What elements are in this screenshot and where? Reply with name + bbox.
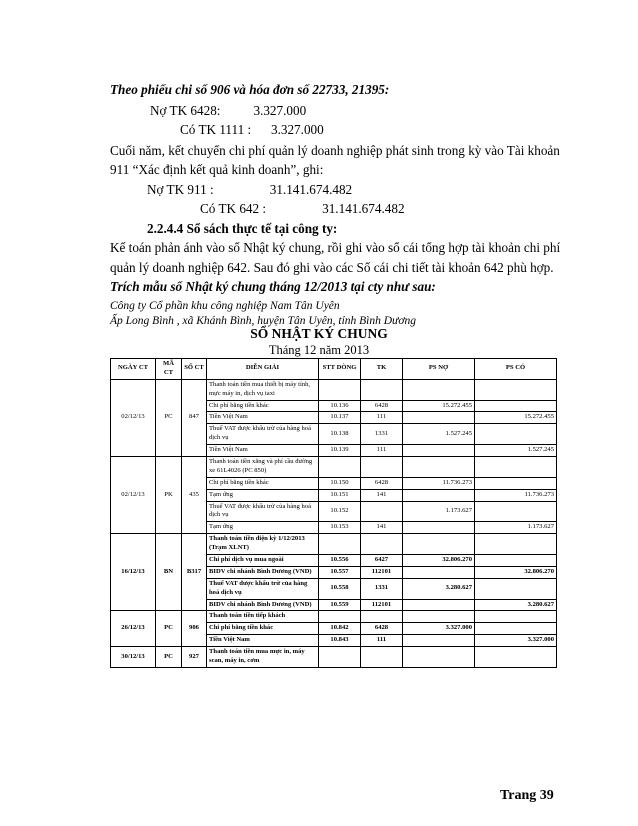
company-name: Công ty Cổ phần khu công nghiệp Nam Tân Uyên — [110, 300, 340, 312]
description-cell: Chi phí dịch vụ mua ngoài — [207, 555, 319, 567]
debit-cell — [403, 599, 475, 611]
line-number-cell: 10.152 — [319, 501, 361, 522]
col-header-ps-no: PS NỢ — [403, 359, 475, 380]
description-cell: Thuế VAT được khấu trừ của hàng hoá dịch vụ — [207, 424, 319, 445]
description-cell: Tiền Việt Nam — [207, 445, 319, 457]
credit-cell — [475, 457, 557, 478]
credit-cell — [475, 647, 557, 668]
account-cell: 1331 — [361, 578, 403, 599]
debit-cell: 3.280.627 — [403, 578, 475, 599]
col-header-dien-giai: DIỄN GIẢI — [207, 359, 319, 380]
debit-cell — [403, 566, 475, 578]
debit-6428-line: Nợ TK 6428: 3.327.000 — [150, 103, 307, 118]
description-cell: Chi phí bằng tiền khác — [207, 623, 319, 635]
paragraph-line-1: Cuối năm, kết chuyển chi phí quản lý doanh nghiệp phát sinh trong kỳ vào Tài khoản — [110, 143, 560, 158]
line-number-cell: 10.150 — [319, 477, 361, 489]
line-number-cell: 10.559 — [319, 599, 361, 611]
description-cell: Thuế VAT được khấu trừ của hàng hoá dịch vụ — [207, 578, 319, 599]
line-number-cell: 10.151 — [319, 489, 361, 501]
credit-cell — [475, 555, 557, 567]
entry-number-cell: B317 — [182, 534, 207, 611]
line-number-cell: 10.557 — [319, 566, 361, 578]
debit-cell: 1.173.627 — [403, 501, 475, 522]
debit-cell — [403, 635, 475, 647]
credit-cell — [475, 534, 557, 555]
debit-cell — [403, 534, 475, 555]
col-header-stt: STT DÒNG — [319, 359, 361, 380]
credit-cell: 15.272.455 — [475, 412, 557, 424]
debit-cell: 3.327.000 — [403, 623, 475, 635]
description-cell: Chi phí bằng tiền khác — [207, 477, 319, 489]
col-header-ngay: NGÀY CT — [111, 359, 156, 380]
table-row — [111, 457, 557, 478]
debit-cell: 1.527.245 — [403, 424, 475, 445]
entry-code-cell: PC — [156, 647, 182, 668]
description-cell: Thanh toán tiền tiếp khách — [207, 611, 319, 623]
debit-cell — [403, 522, 475, 534]
debit-cell — [403, 489, 475, 501]
account-cell: 141 — [361, 489, 403, 501]
company-address: Ấp Long Bình , xã Khánh Bình, huyện Tân Uyên, tỉnh Bình Dương — [110, 315, 416, 327]
credit-1111-line: Có TK 1111 : 3.327.000 — [180, 122, 324, 137]
journal-period: Tháng 12 năm 2013 — [268, 343, 370, 357]
table-row — [111, 647, 557, 668]
description-cell: Tiền Việt Nam — [207, 635, 319, 647]
entry-number-cell: 847 — [182, 379, 207, 456]
account-cell: 6427 — [361, 555, 403, 567]
credit-cell — [475, 400, 557, 412]
credit-cell — [475, 611, 557, 623]
debit-cell — [403, 647, 475, 668]
account-cell: 6428 — [361, 623, 403, 635]
debit-cell — [403, 412, 475, 424]
credit-cell — [475, 477, 557, 489]
table-header-row — [111, 359, 557, 380]
account-cell — [361, 534, 403, 555]
col-header-ps-co: PS CÓ — [475, 359, 557, 380]
journal-title: SỔ NHẬT KÝ CHUNG — [250, 326, 388, 341]
line-number-cell: 10.153 — [319, 522, 361, 534]
line-number-cell: 10.139 — [319, 445, 361, 457]
credit-cell: 1.173.627 — [475, 522, 557, 534]
account-cell: 1331 — [361, 424, 403, 445]
table-row — [111, 379, 557, 400]
description-cell: BIDV chi nhánh Bình Dương (VND) — [207, 566, 319, 578]
entry-date-cell: 02/12/13 — [111, 457, 156, 534]
credit-cell — [475, 501, 557, 522]
line-number-cell: 10.137 — [319, 412, 361, 424]
debit-cell — [403, 379, 475, 400]
entry-date-cell: 26/12/13 — [111, 611, 156, 647]
section-heading: 2.2.4.4 Sổ sách thực tế tại công ty: — [147, 221, 338, 236]
account-cell — [361, 611, 403, 623]
account-cell: 6428 — [361, 400, 403, 412]
account-cell: 111 — [361, 412, 403, 424]
debit-911-line: Nợ TK 911 : 31.141.674.482 — [147, 182, 353, 197]
description-cell: Thanh toán tiền mua mực in, máy scan, máy in, cơm — [207, 647, 319, 668]
entry-code-cell: PC — [156, 611, 182, 647]
line-number-cell — [319, 379, 361, 400]
line-number-cell: 10.136 — [319, 400, 361, 412]
credit-cell: 3.280.627 — [475, 599, 557, 611]
description-cell: Tiền Việt Nam — [207, 412, 319, 424]
entry-date-cell: 02/12/13 — [111, 379, 156, 456]
table-row — [111, 611, 557, 623]
paragraph-line-2: 911 “Xác định kết quả kinh doanh”, ghi: — [110, 162, 324, 177]
col-header-ma: MÃ CT — [156, 359, 182, 380]
line-number-cell: 10.138 — [319, 424, 361, 445]
description-cell: Tạm ứng — [207, 489, 319, 501]
line-number-cell: 10.842 — [319, 623, 361, 635]
entry-number-cell: 927 — [182, 647, 207, 668]
debit-cell: 11.736.273 — [403, 477, 475, 489]
credit-642-line: Có TK 642 : 31.141.674.482 — [200, 201, 405, 216]
line-number-cell — [319, 611, 361, 623]
line-number-cell — [319, 457, 361, 478]
description-cell: Thanh toán tiền mua thiết bị máy tính, mực máy in, dịch vụ taxi — [207, 379, 319, 400]
description-cell: Tạm ứng — [207, 522, 319, 534]
table-row — [111, 534, 557, 555]
line-number-cell — [319, 647, 361, 668]
line-number-cell: 10.843 — [319, 635, 361, 647]
description-cell: Thuế VAT được khấu trừ của hàng hoá dịch vụ — [207, 501, 319, 522]
credit-cell — [475, 623, 557, 635]
entry-code-cell: BN — [156, 534, 182, 611]
debit-cell — [403, 445, 475, 457]
account-cell — [361, 501, 403, 522]
account-cell: 111 — [361, 445, 403, 457]
credit-cell — [475, 578, 557, 599]
description-cell: Thanh toán tiền điện kỳ 1/12/2013 (Trạm XLNT) — [207, 534, 319, 555]
credit-cell — [475, 424, 557, 445]
debit-cell: 15.272.455 — [403, 400, 475, 412]
description-cell: Chi phí bằng tiền khác — [207, 400, 319, 412]
account-cell: 111 — [361, 635, 403, 647]
credit-cell: 11.736.273 — [475, 489, 557, 501]
col-header-so: SỐ CT — [182, 359, 207, 380]
account-cell: 112101 — [361, 599, 403, 611]
journal-table — [110, 358, 557, 668]
description-cell: BIDV chi nhánh Bình Dương (VND) — [207, 599, 319, 611]
entry-code-cell: PC — [156, 379, 182, 456]
credit-cell: 3.327.000 — [475, 635, 557, 647]
phieu-chi-heading: Theo phiếu chi số 906 và hóa đơn số 22733, 21395: — [110, 82, 390, 97]
debit-cell — [403, 457, 475, 478]
excerpt-heading: Trích mẫu sổ Nhật ký chung tháng 12/2013 tại cty như sau: — [110, 279, 436, 294]
entry-date-cell: 30/12/13 — [111, 647, 156, 668]
account-cell: 141 — [361, 522, 403, 534]
page-number: Trang 39 — [500, 788, 554, 803]
account-cell — [361, 457, 403, 478]
line-number-cell — [319, 534, 361, 555]
debit-cell: 32.806.270 — [403, 555, 475, 567]
line-number-cell: 10.558 — [319, 578, 361, 599]
debit-cell — [403, 611, 475, 623]
account-cell: 6428 — [361, 477, 403, 489]
line-number-cell: 10.556 — [319, 555, 361, 567]
entry-date-cell: 16/12/13 — [111, 534, 156, 611]
body-line-2: quản lý doanh nghiệp 642. Sau đó ghi vào các Sổ cái chi tiết tài khoản 642 phù hợp. — [110, 260, 554, 275]
entry-number-cell: 906 — [182, 611, 207, 647]
entry-code-cell: PK — [156, 457, 182, 534]
credit-cell: 1.527.245 — [475, 445, 557, 457]
description-cell: Thanh toán tiền xăng và phí cầu đường xe 61L4026 (PC 850) — [207, 457, 319, 478]
account-cell: 112101 — [361, 566, 403, 578]
credit-cell — [475, 379, 557, 400]
account-cell — [361, 647, 403, 668]
entry-number-cell: 435 — [182, 457, 207, 534]
journal-body — [111, 379, 557, 667]
credit-cell: 32.806.270 — [475, 566, 557, 578]
account-cell — [361, 379, 403, 400]
col-header-tk: TK — [361, 359, 403, 380]
body-line-1: Kế toán phản ánh vào sổ Nhật ký chung, rồi ghi vào sổ cái tổng hợp tài khoản chi phí — [110, 240, 561, 255]
